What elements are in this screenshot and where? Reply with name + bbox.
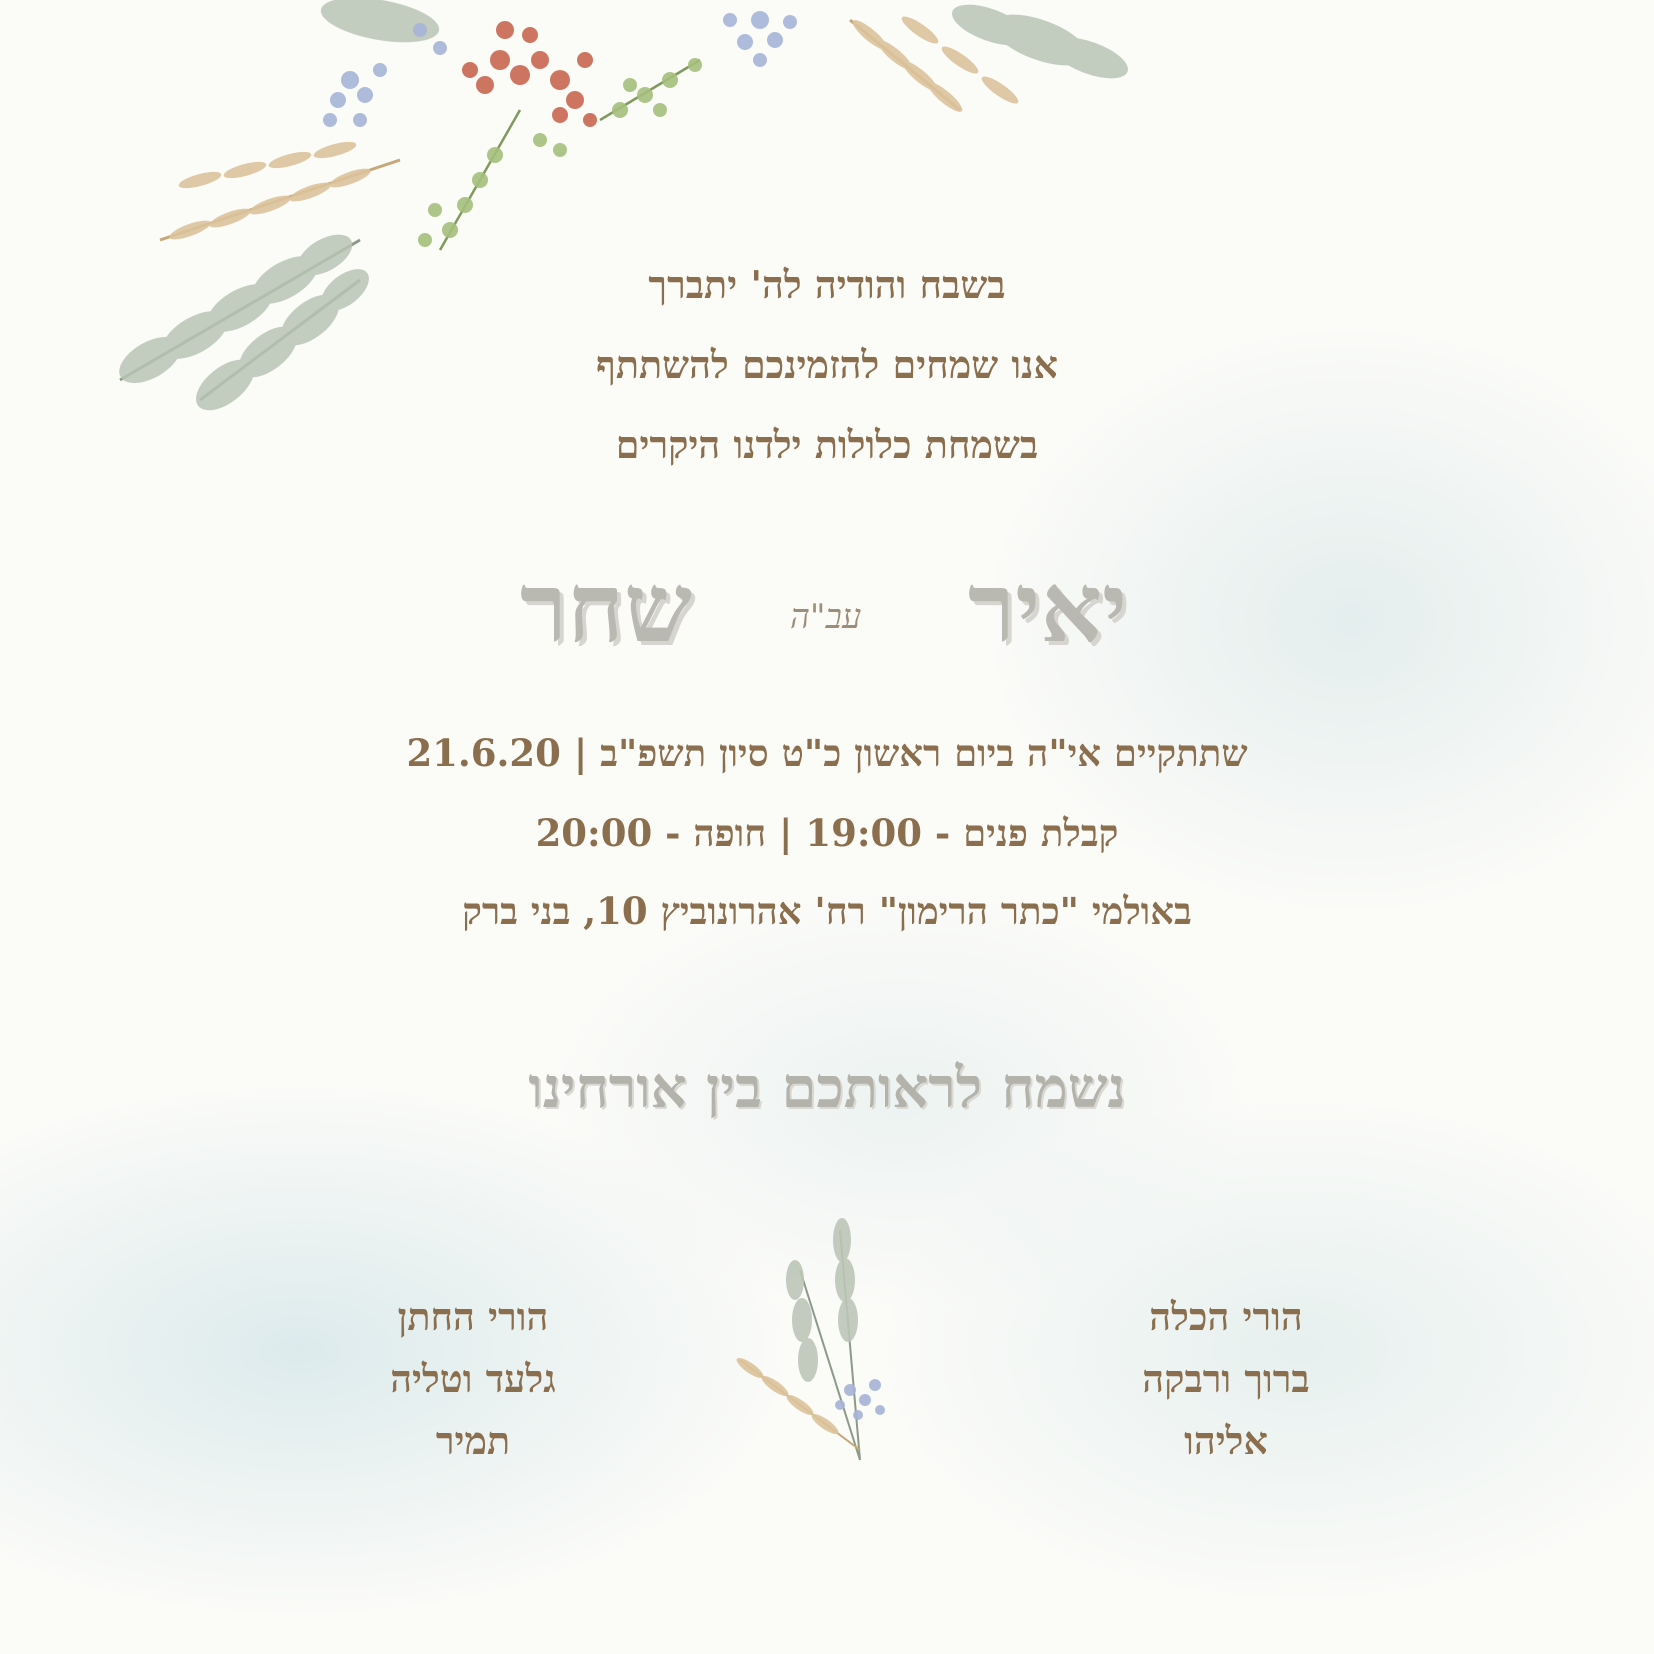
opening-line-1: בשבח והודיה לה' יתברך [648, 262, 1006, 307]
bride-name: שחר [520, 551, 692, 664]
groom-parents-names: גלעד וטליה [390, 1356, 556, 1401]
groom-parents-title: הורי החתן [397, 1294, 549, 1339]
bride-parents [1026, 1286, 1426, 1472]
couple-names [0, 551, 1654, 670]
couple-connector: עב"ה [790, 597, 862, 637]
opening-line-3: בשמחת כלולות ילדנו היקרים [615, 422, 1039, 467]
bride-parents-names: ברוך ורבקה [1142, 1356, 1310, 1401]
welcome-message: נשמח לראותכם בין אורחינו [528, 1055, 1126, 1121]
bottom-bouquet-icon [734, 1218, 885, 1460]
bride-parents-title: הורי הכלה [1149, 1294, 1303, 1339]
bride-parents-surname: אליהו [1184, 1418, 1268, 1463]
groom-parents-surname: תמיר [435, 1418, 511, 1463]
time-line: קבלת פנים - 19:00 | חופה - 20:00 [535, 811, 1119, 855]
groom-name: יאיר [968, 551, 1128, 664]
opening-line-2: אנו שמחים להזמינכם להשתתף [596, 342, 1058, 387]
groom-parents [273, 1286, 673, 1472]
date-line: שתתקיים אי"ה ביום ראשון כ"ט סיון תשפ"ב | 21.6.20 [406, 731, 1248, 775]
venue-line: באולמי "כתר הרימון" רח' אהרונוביץ 10, בני ברק [462, 889, 1192, 933]
